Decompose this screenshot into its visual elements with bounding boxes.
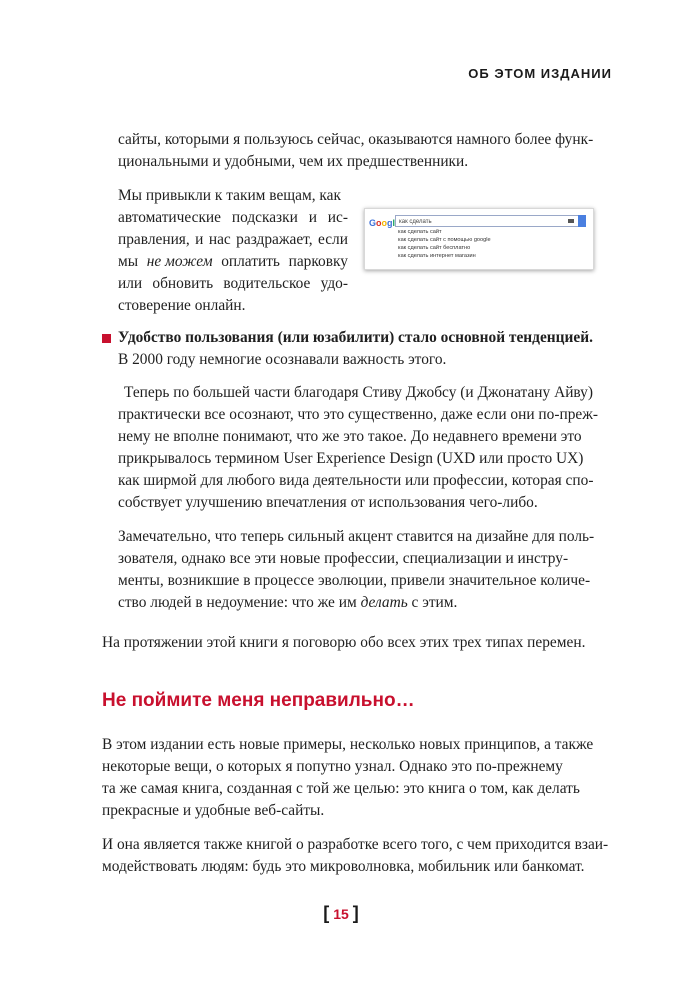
text-line: или обновить водительское удо- bbox=[118, 275, 348, 292]
text-line: та же самая книга, созданная с той же целью: это книга о том, как делать bbox=[102, 780, 580, 797]
bullet-bold-text: Удобство пользования (или юзабилити) стало основной тенденцией. bbox=[118, 329, 593, 346]
page-number-bracket: ] bbox=[352, 903, 359, 923]
bullet-square-icon bbox=[102, 334, 111, 343]
search-autocomplete-figure bbox=[364, 208, 594, 270]
paragraph-2 bbox=[118, 185, 348, 317]
paragraph-4 bbox=[118, 526, 593, 614]
text-line: В 2000 году немногие осознавали важность этого. bbox=[118, 351, 447, 368]
paragraph-3 bbox=[118, 382, 599, 514]
paragraph-6 bbox=[102, 734, 595, 822]
keyboard-icon bbox=[568, 219, 574, 223]
text-line: Замечательно, что теперь сильный акцент ставится на дизайне для поль- bbox=[118, 528, 595, 545]
text-line: некоторые вещи, о которых я попутно узнал. Однако это по-прежнему bbox=[102, 758, 563, 775]
page-number-value: 15 bbox=[333, 906, 349, 922]
text-line: правления, и нас раздражает, если bbox=[118, 231, 348, 248]
text-line: Теперь по большей части благодаря Стиву Джобсу (и Джонатану Айву) bbox=[124, 384, 593, 401]
text-line: циональными и удобными, чем их предшественники. bbox=[118, 153, 469, 170]
search-button bbox=[578, 215, 586, 227]
text-line: стоверение онлайн. bbox=[118, 297, 246, 314]
text-line: прекрасные и удобные веб-сайты. bbox=[102, 802, 325, 819]
page-number-bracket: [ bbox=[323, 903, 330, 923]
section-heading: Не поймите меня неправильно… bbox=[102, 690, 415, 711]
paragraph-7 bbox=[102, 834, 609, 878]
suggestion-item: как сделать сайт bbox=[398, 229, 442, 235]
suggestion-item: как сделать интернет магазин bbox=[398, 253, 476, 259]
text-line: И она является также книгой о разработке всего того, с чем приходится взаи- bbox=[102, 836, 609, 853]
emphasis: не можем bbox=[146, 253, 213, 270]
suggestion-item: как сделать сайт с помощью google bbox=[398, 237, 491, 243]
running-head: ОБ ЭТОМ ИЗДАНИИ bbox=[468, 66, 612, 81]
text-line: ство людей в недоумение: что же им делать с этим. bbox=[118, 594, 458, 611]
suggestion-item: как сделать сайт бесплатно bbox=[398, 245, 471, 251]
search-input: как сделать bbox=[395, 215, 585, 227]
text-line: нему не вполне понимают, что же это такое. До недавнего времени это bbox=[118, 428, 582, 445]
text-line: практически все осознают, что это существенно, даже если они по-преж- bbox=[118, 406, 599, 423]
search-logo: Googl bbox=[369, 218, 396, 228]
text-line: В этом издании есть новые примеры, несколько новых принципов, а также bbox=[102, 736, 594, 753]
bullet-item bbox=[118, 327, 598, 371]
text-line: На протяжении этой книги я поговорю обо всех этих трех типах перемен. bbox=[102, 634, 586, 651]
text-line: модействовать людям: будь это микроволновка, мобильник или банкомат. bbox=[102, 858, 585, 875]
page-number bbox=[0, 903, 682, 924]
text-line: Мы привыкли к таким вещам, как bbox=[118, 187, 341, 204]
text-line: собствует улучшению впечатления от использования чего-либо. bbox=[118, 494, 538, 511]
paragraph-5 bbox=[102, 632, 597, 654]
emphasis: делать bbox=[360, 594, 408, 611]
text-line: прикрывалось термином User Experience Design (UXD или просто UX) bbox=[118, 450, 584, 467]
text-line: автоматические подсказки и ис- bbox=[118, 209, 348, 226]
text-line: зователя, однако все эти новые профессии, специализации и инстру- bbox=[118, 550, 569, 567]
text-line: как ширмой для любого вида деятельности или профессии, которая спо- bbox=[118, 472, 594, 489]
text-line: менты, возникшие в процессе эволюции, привели значительное количе- bbox=[118, 572, 591, 589]
paragraph-1 bbox=[118, 129, 593, 173]
suggestion-list bbox=[395, 228, 588, 260]
text-line: сайты, которыми я пользуюсь сейчас, оказываются намного более функ- bbox=[118, 131, 594, 148]
text-line: мы не можем оплатить парковку bbox=[118, 251, 348, 273]
